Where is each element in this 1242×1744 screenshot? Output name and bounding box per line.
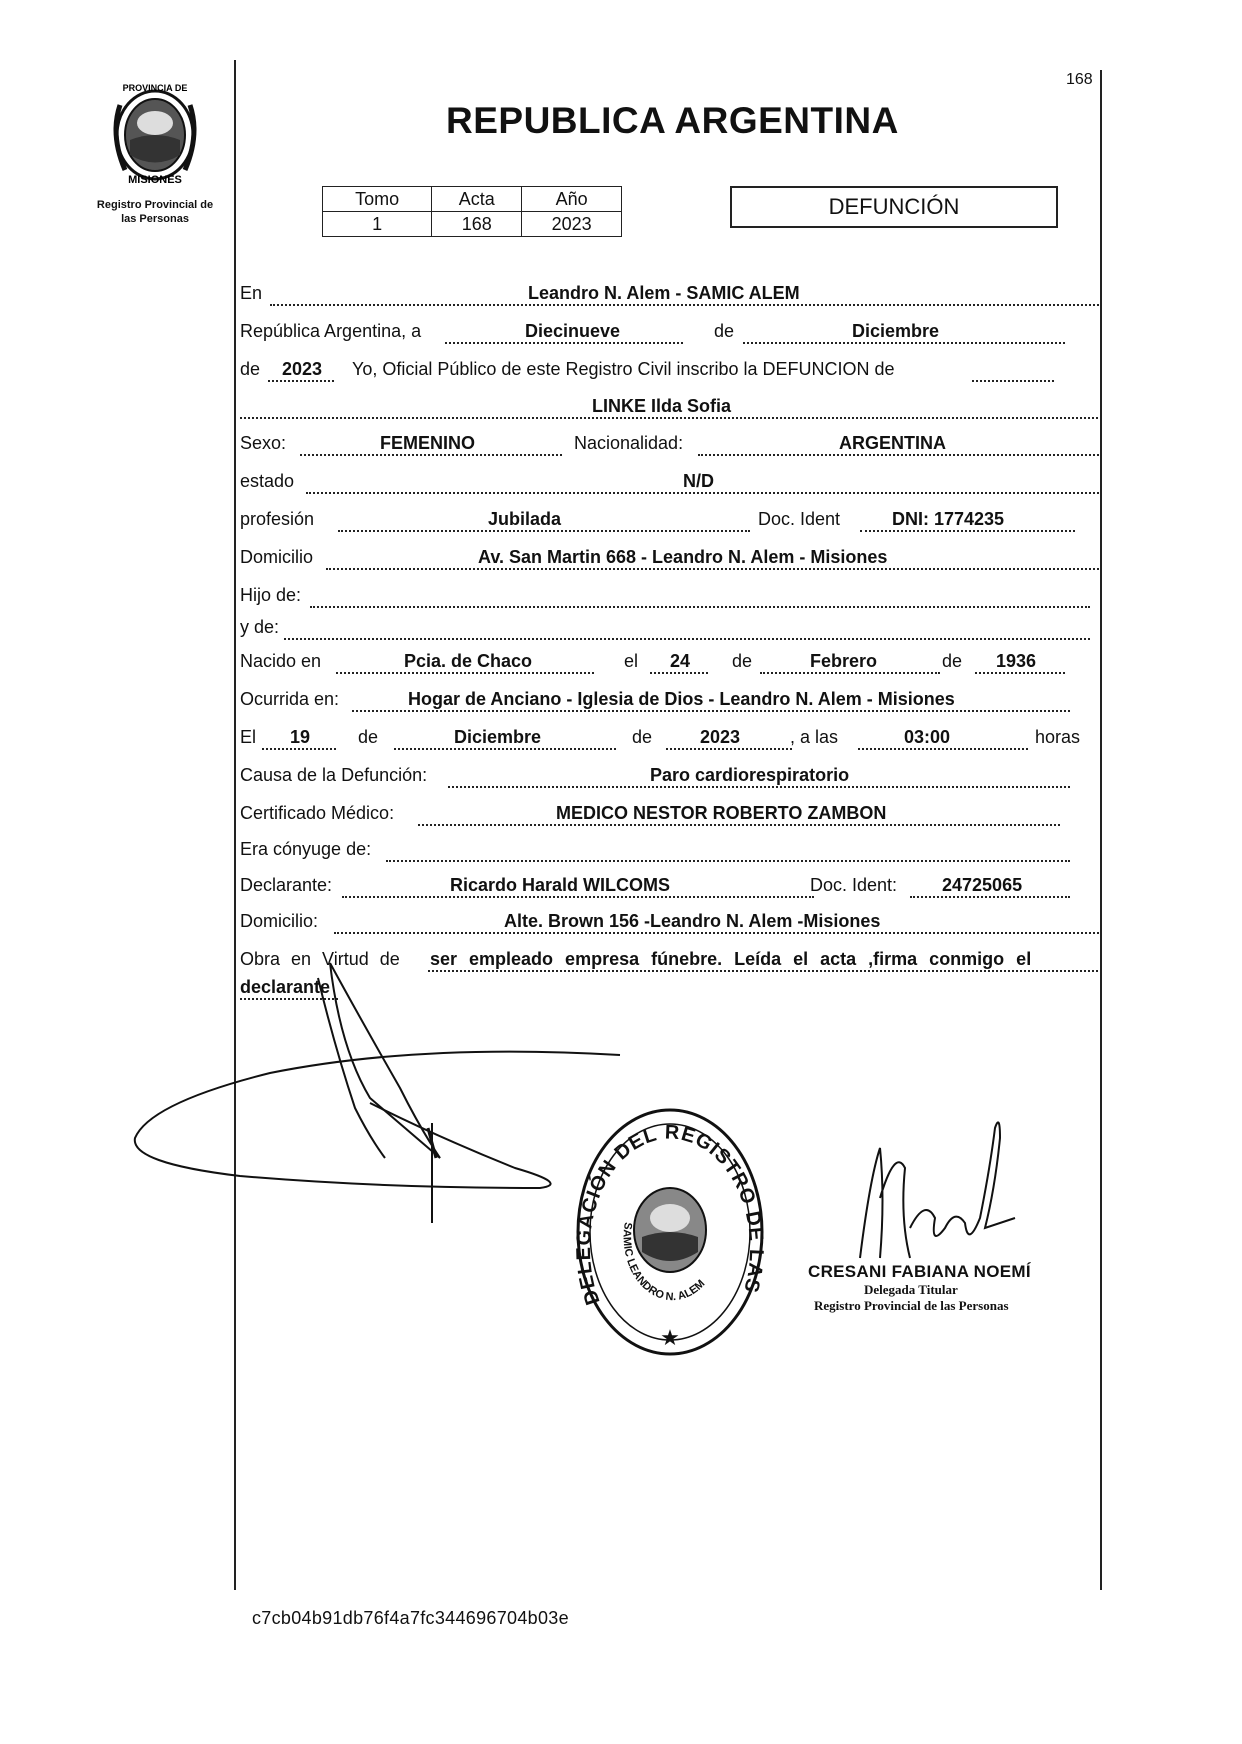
dotted-line [262,748,336,750]
birth-day-value: 24 [670,651,691,671]
de-label: de [714,321,735,341]
dotted-line [650,672,708,674]
dotted-line [334,932,1102,934]
birth-month-value: Febrero [810,651,878,671]
dotted-line [910,896,1070,898]
el-label: el [624,651,639,671]
de6-label: de [632,727,653,747]
anio-value: 2023 [522,212,622,237]
year-value: 2023 [282,359,323,379]
seal-star-icon: ★ [660,1325,680,1350]
certificado-label: Certificado Médico: [240,803,395,823]
nacido-label: Nacido en [240,651,322,671]
issuer-caption-line2: las Personas [121,213,189,225]
seal-outer-text: DELEGACIÓN DEL REGISTRO DE LAS [572,1121,768,1308]
birth-year-value: 1936 [996,651,1037,671]
certificado-value: MEDICO NESTOR ROBERTO ZAMBON [556,803,887,823]
nacionalidad-value: ARGENTINA [839,433,946,453]
dotted-line [284,638,1090,640]
dotted-line [448,786,1070,788]
dotted-line [975,672,1065,674]
doc-ident-label: Doc. Ident [758,509,841,529]
declarante-value: Ricardo Harald WILCOMS [450,875,671,895]
dotted-line [698,454,1102,456]
delegate-signature [850,1108,1030,1268]
dotted-line [860,530,1075,532]
de3-label: de [732,651,753,671]
republica-label: República Argentina, a [240,321,422,341]
day-words-value: Diecinueve [525,321,621,341]
signatory-office: Registro Provincial de las Personas [814,1298,1009,1313]
sexo-label: Sexo: [240,433,287,453]
logo-text-bottom: MISIONES [128,174,182,186]
obra-value: ser empleado empresa fúnebre. Leída el acta ,firma conmigo el [430,949,1032,969]
row-conyuge [240,834,1102,864]
declarante-label: Declarante: [240,875,333,895]
nacionalidad-label: Nacionalidad: [574,433,684,453]
row-domicilio [240,542,1102,572]
signatory-block [808,1262,1031,1314]
sexo-value: FEMENINO [380,433,476,453]
conyuge-label: Era cónyuge de: [240,839,372,859]
dotted-line [300,454,562,456]
causa-value: Paro cardiorespiratorio [650,765,850,785]
y-de-label: y de: [240,617,280,637]
doc-ident2-value: 24725065 [942,875,1023,895]
dotted-line [418,824,1060,826]
domicilio-label: Domicilio [240,547,314,567]
el2-label: El [240,727,257,747]
dotted-line [445,342,683,344]
horas-label: horas [1035,727,1081,747]
en-label: En [240,283,263,303]
record-id-headers [323,187,622,212]
causa-label: Causa de la Defunción: [240,765,428,785]
en-value: Leandro N. Alem - SAMIC ALEM [528,283,800,303]
signatory-role: Delegada Titular [864,1282,958,1297]
tomo-header: Tomo [323,187,432,212]
row-hijo-de [240,580,1102,610]
obra-label: Obra en Virtud de [240,949,400,969]
issuer-caption [70,198,240,226]
registry-seal [570,1102,770,1362]
row-causa [240,760,1102,790]
de5-label: de [358,727,379,747]
acta-header: Acta [432,187,522,212]
row-estado [240,466,1102,496]
row-en [240,278,1102,308]
declarant-signature [120,958,640,1248]
dotted-line [352,710,1070,712]
profesion-value: Jubilada [488,509,562,529]
dotted-line [858,748,1028,750]
obra-value2: declarante [240,977,331,997]
row-oficial [240,354,1102,384]
dotted-line [743,342,1065,344]
row-death-date [240,722,1102,752]
estado-value: N/D [683,471,714,491]
document-hash: c7cb04b91db76f4a7fc344696704b03e [252,1608,569,1628]
row-profesion [240,504,1102,534]
signatory-name: CRESANI FABIANA NOEMÍ [808,1262,1031,1281]
record-id-values [323,212,622,237]
tomo-value: 1 [323,212,432,237]
death-month-value: Diciembre [454,727,542,747]
dotted-line [270,304,1102,306]
nacido-value: Pcia. de Chaco [404,651,533,671]
row-y-de [240,612,1102,642]
anio-header: Año [522,187,622,212]
hijo-de-label: Hijo de: [240,585,302,605]
dotted-line [326,568,1102,570]
issuer-caption-line1: Registro Provincial de [96,199,214,211]
acta-value: 168 [432,212,522,237]
row-certificado [240,798,1102,828]
ocurrida-value: Hogar de Anciano - Iglesia de Dios - Leandro N. Alem - Misiones [408,689,955,709]
dotted-line [760,672,940,674]
profesion-label: profesión [240,509,315,529]
dotted-line [310,606,1090,608]
death-day-value: 19 [290,727,311,747]
page-title: REPUBLICA ARGENTINA [446,100,899,141]
record-type-box: DEFUNCIÓN [730,186,1058,228]
dotted-line [268,380,334,382]
dotted-line [336,672,594,674]
record-id-table [322,186,622,237]
logo-text-top: PROVINCIA DE [122,83,188,93]
dotted-line [342,896,814,898]
domicilio2-value: Alte. Brown 156 -Leandro N. Alem -Misiones [504,911,881,931]
dotted-line [306,492,1102,494]
row-date-words [240,316,1102,346]
a-las-label: , a las [790,727,839,747]
page-number: 168 [1066,71,1093,88]
dotted-line [386,860,1070,862]
doc-ident-value: DNI: 1774235 [892,509,1005,529]
oficial-text: Yo, Oficial Público de este Registro Civil inscribo la DEFUNCION de [352,359,895,379]
row-sexo [240,428,1102,458]
domicilio-value: Av. San Martin 668 - Leandro N. Alem - Misiones [478,547,888,567]
death-time-value: 03:00 [904,727,951,747]
de2-label: de [240,359,261,379]
dotted-line [240,417,1102,419]
dotted-line [338,530,750,532]
seal-inner-text: SAMIC LEANDRO N. ALEM [620,1221,708,1304]
domicilio2-label: Domicilio: [240,911,319,931]
ocurrida-label: Ocurrida en: [240,689,340,709]
dotted-line [394,748,616,750]
row-ocurrida [240,684,1102,714]
doc-ident2-label: Doc. Ident: [810,875,898,895]
month-words-value: Diciembre [852,321,940,341]
dotted-line [666,748,792,750]
misiones-coat-of-arms-logo [100,75,210,190]
row-domicilio-declarante [240,906,1102,936]
death-year-value: 2023 [700,727,741,747]
row-nacido [240,646,1102,676]
deceased-name-value: LINKE Ilda Sofia [592,396,732,416]
de4-label: de [942,651,963,671]
estado-label: estado [240,471,295,491]
left-margin-line [234,60,236,1590]
dotted-line [972,380,1054,382]
row-declarante [240,870,1102,900]
row-deceased-name [240,391,1102,421]
